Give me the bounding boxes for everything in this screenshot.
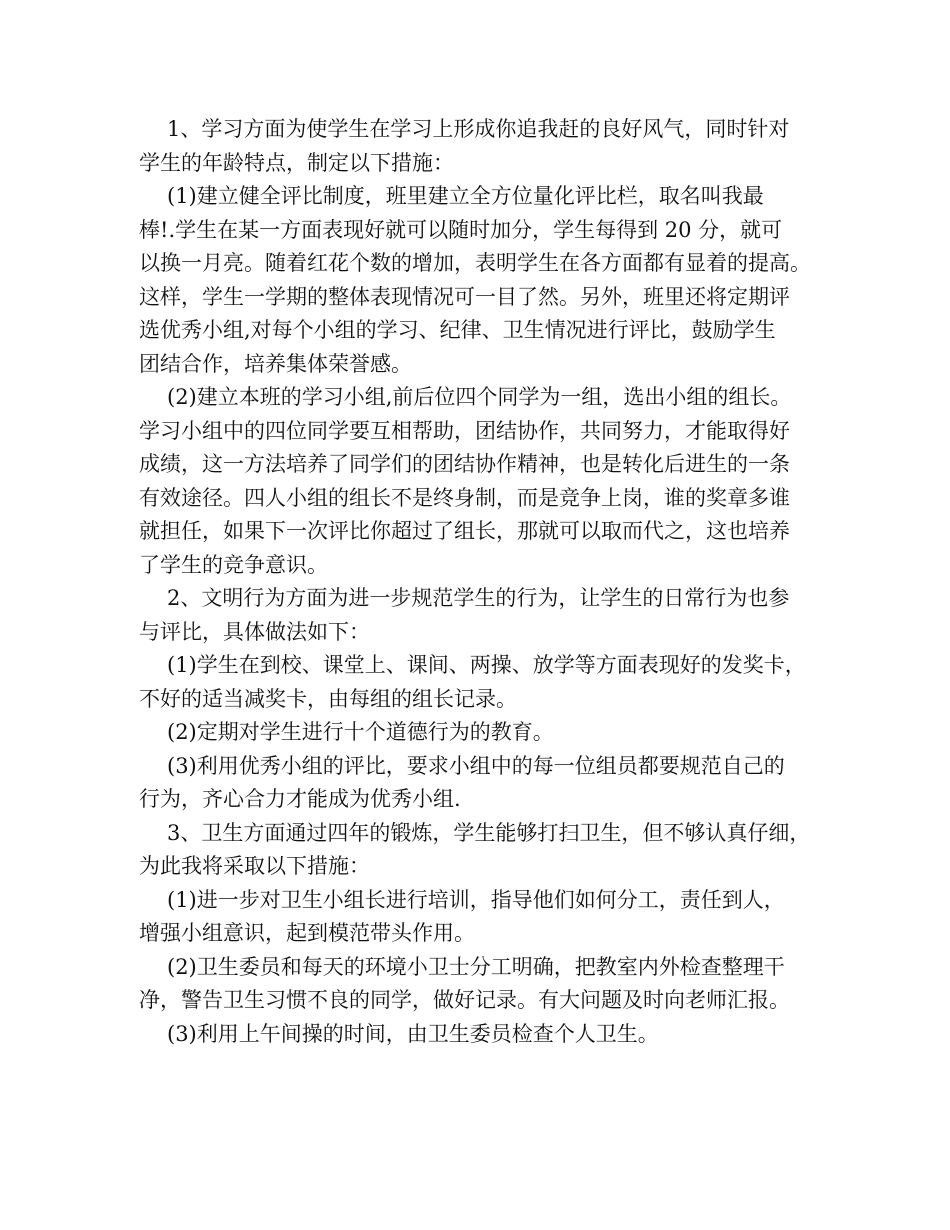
text-line: (1)学生在到校、课堂上、课间、两操、放学等方面表现好的发奖卡， <box>167 653 806 677</box>
paragraph-behavior-intro <box>139 582 819 649</box>
document-body <box>139 113 819 1051</box>
text-line: 就担任，如果下一次评比你超过了组长，那就可以取而代之，这也培养 <box>139 519 790 543</box>
text-line: (1)建立健全评比制度，班里建立全方位量化评比栏，取名叫我最 <box>167 184 764 208</box>
text-line: 棒!.学生在某一方面表现好就可以随时加分，学生每得到 20 分，就可 <box>139 217 783 242</box>
text-line: 学生的年龄特点，制定以下措施： <box>139 150 454 175</box>
text-line: 2、文明行为方面为进一步规范学生的行为，让学生的日常行为也参 <box>167 586 790 610</box>
text-line: 净，警告卫生习惯不良的同学，做好记录。有大问题及时向老师汇报。 <box>139 988 790 1012</box>
text-line: (1)进一步对卫生小组长进行培训，指导他们如何分工，责任到人， <box>167 887 785 912</box>
text-line: 成绩，这一方法培养了同学们的团结协作精神，也是转化后进生的一条 <box>139 452 790 476</box>
paragraph-hygiene-item-2 <box>139 951 819 1018</box>
paragraph-hygiene-intro <box>139 817 819 884</box>
text-line: 不好的适当减奖卡，由每组的组长记录。 <box>139 686 517 711</box>
paragraph-behavior-item-3 <box>139 750 819 817</box>
paragraph-hygiene-item-1 <box>139 884 819 951</box>
text-line: 3、卫生方面通过四年的锻炼，学生能够打扫卫生，但不够认真仔细， <box>167 820 811 845</box>
paragraph-behavior-item-2 <box>139 716 819 750</box>
text-line: 了学生的竞争意识。 <box>139 552 328 577</box>
text-line: 1、学习方面为使学生在学习上形成你追我赶的良好风气，同时针对 <box>167 117 790 141</box>
text-line: 增强小组意识，起到模范带头作用。 <box>139 921 475 945</box>
text-line: (2)建立本班的学习小组,前后位四个同学为一组，选出小组的组长。 <box>167 385 792 409</box>
text-line: 行为，齐心合力才能成为优秀小组. <box>139 787 461 811</box>
paragraph-study-intro <box>139 113 819 180</box>
text-line: 有效途径。四人小组的组长不是终身制，而是竞争上岗，谁的奖章多谁 <box>139 485 790 510</box>
text-line: 为此我将采取以下措施： <box>139 854 370 878</box>
text-line: (2)定期对学生进行十个道德行为的教育。 <box>167 720 554 744</box>
text-line: 团结合作，培养集体荣誉感。 <box>139 351 412 376</box>
text-line: 选优秀小组,对每个小组的学习、纪律、卫生情况进行评比，鼓励学生 <box>139 318 776 342</box>
text-line: 与评比，具体做法如下： <box>139 619 370 644</box>
text-line: (3)利用优秀小组的评比，要求小组中的每一位组员都要规范自己的 <box>167 753 785 778</box>
text-line: 学习小组中的四位同学要互相帮助，团结协作，共同努力，才能取得好 <box>139 418 790 443</box>
text-line: 以换一月亮。随着红花个数的增加，表明学生在各方面都有显着的提高。 <box>139 251 811 275</box>
paragraph-behavior-item-1 <box>139 649 819 716</box>
paragraph-study-item-2 <box>139 381 819 582</box>
paragraph-study-item-1 <box>139 180 819 381</box>
text-line: (3)利用上午间操的时间，由卫生委员检查个人卫生。 <box>167 1021 659 1046</box>
text-line: 这样，学生一学期的整体表现情况可一目了然。另外，班里还将定期评 <box>139 284 790 309</box>
text-line: (2)卫生委员和每天的环境小卫士分工明确，把教室内外检查整理干 <box>167 954 785 979</box>
paragraph-hygiene-item-3 <box>139 1018 819 1052</box>
